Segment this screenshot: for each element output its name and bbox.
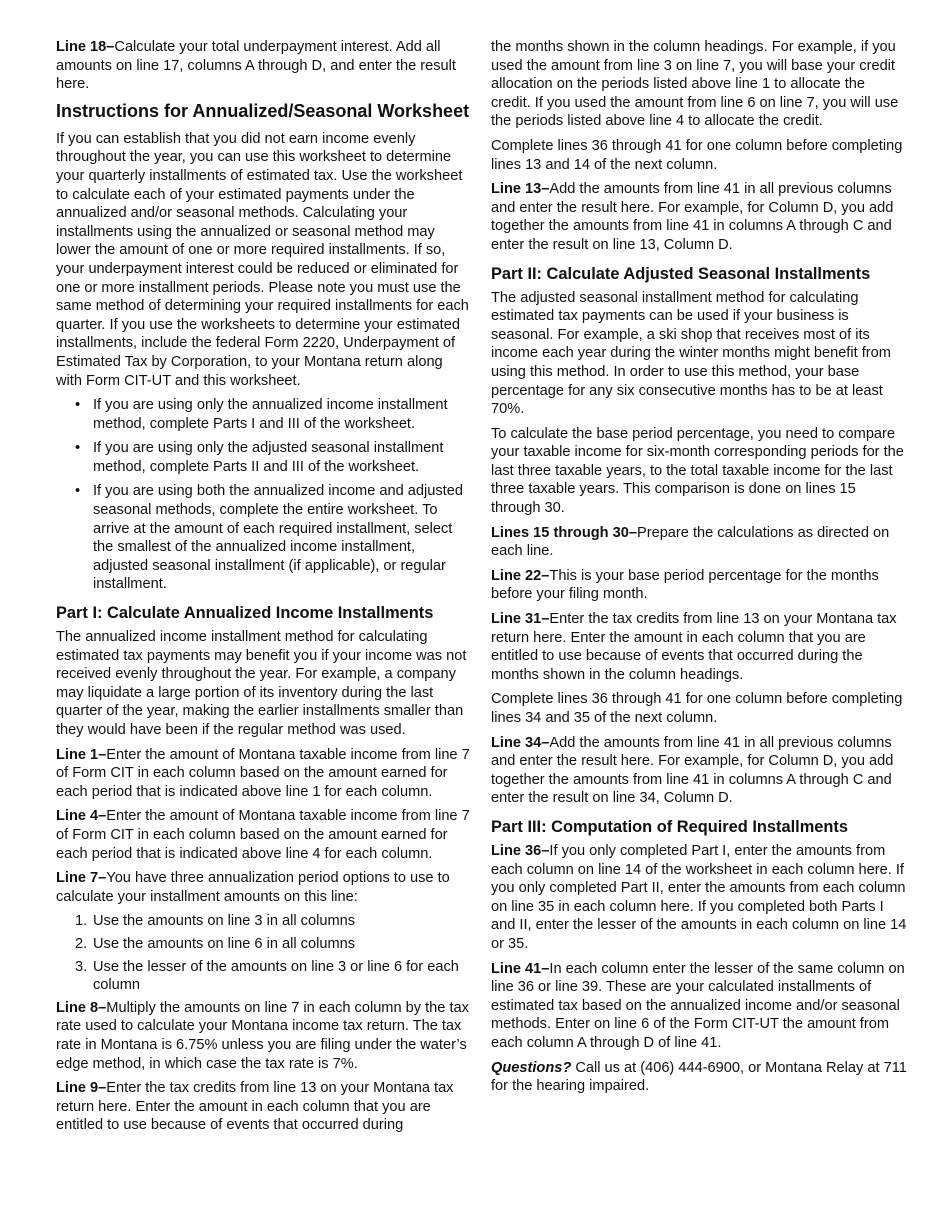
line22-paragraph <box>491 567 907 604</box>
line41-label: Line 41– <box>491 960 550 977</box>
line31-label: Line 31– <box>491 611 550 628</box>
option-item-3 <box>56 958 470 995</box>
bullet-text: If you are using only the annualized income installment method, complete Parts I and III of the worksheet. <box>93 397 448 432</box>
questions-paragraph <box>491 1059 907 1096</box>
option-number: 2. <box>75 935 88 952</box>
line4-paragraph <box>56 807 470 863</box>
line18-label: Line 18– <box>56 39 115 55</box>
lines15-30-label: Lines 15 through 30– <box>491 524 637 541</box>
line9-continued-paragraph: the months shown in the column headings. For example, if you used the amount from line 3 on line 7, you will base your credit allocation on the periods listed above line 1 to allocate the credit. If you used the amount from line 6 on line 7, you will use the periods listed above line 4 to allocate the credit. <box>491 39 899 130</box>
line1-text: Enter the amount of Montana taxable income from line 7 of Form CIT in each column based on the amount earned for each period that is indicated above line 1 for each column. <box>56 746 470 800</box>
bullet-icon: • <box>75 397 81 414</box>
line1-paragraph <box>56 746 470 802</box>
line41-text: In each column enter the lesser of the same column on line 36 or line 39. These are your calculated installments of estimated tax based on the annualized income and/or seasonal methods. Enter on line 6 of the Form CIT-UT the amount from each column A through D of line 41. <box>491 960 905 1051</box>
bullet-text: If you are using only the adjusted seasonal installment method, complete Parts II and III of the worksheet. <box>93 440 444 475</box>
option-text: Use the amounts on line 3 in all columns <box>93 913 356 930</box>
line9-paragraph <box>56 1079 470 1135</box>
method-bullet-list <box>56 396 470 594</box>
option-item-1 <box>56 912 470 931</box>
bullet-text: If you are using both the annualized income and adjusted seasonal methods, complete the entire worksheet. To arrive at the amount of each required installment, select the smallest of the annualized income installment, adjusted seasonal installment (if applicable), or regular installment. <box>93 483 463 593</box>
complete-lines-note-2: Complete lines 36 through 41 for one column before completing lines 34 and 35 of the next column. <box>491 691 903 726</box>
line22-label: Line 22– <box>491 567 550 584</box>
complete-lines-note-1: Complete lines 36 through 41 for one column before completing lines 13 and 14 of the next column. <box>491 137 903 173</box>
option-text: Use the amounts on line 6 in all columns <box>93 935 356 952</box>
option-number: 1. <box>75 913 88 930</box>
line8-paragraph <box>56 999 470 1073</box>
line13-label: Line 13– <box>491 181 550 198</box>
instructions-paragraph: If you can establish that you did not earn income evenly throughout the year, you can use this worksheet to determine your quarterly installments of estimated tax. Use the worksheet to calculate each of your estimated payments under the annualized and/or seasonal methods. Calculating your installments using the annualized or seasonal method may lower the amount of one or more required installments. If so, your underpayment interest could be reduced or eliminated for one or more installment periods. Please note you must use the same method of determining your required installments for each quarter. If you use the worksheets to determine your estimated installments, include the federal Form 2220, Underpayment of Estimated Tax by Corporation, to your Montana return along with Form CIT-UT and this worksheet. <box>56 130 469 389</box>
part2-paragraph-1: The adjusted seasonal installment method for calculating estimated tax payments can be used if your business is seasonal. For example, a ski shop that receives most of its income each year during the winter months might benefit from using this method. In order to use this method, your base percentage for any six consecutive months has to be at least 70%. <box>491 289 891 418</box>
line1-label: Line 1– <box>56 746 107 763</box>
lines15-30-text: Prepare the calculations as directed on each line. <box>491 524 890 560</box>
line34-text: Add the amounts from line 41 in all previous columns and enter the result here. For example, for Column D, you add together the amounts from line 41 in columns A through C and enter the result on line 34, Column D. <box>491 734 894 807</box>
part2-paragraph-2: To calculate the base period percentage, you need to compare your taxable income for six-month corresponding periods for the last three taxable years, to the total taxable income for the last three taxable years. This comparison is done on lines 15 through 30. <box>491 425 904 517</box>
option-number: 3. <box>75 958 88 975</box>
line41-paragraph <box>491 960 907 1053</box>
line31-paragraph <box>491 610 907 684</box>
line7-text: You have three annualization period options to use to calculate your installment amounts on this line: <box>56 870 450 905</box>
line7-label: Line 7– <box>56 870 107 887</box>
annualization-options-list <box>56 912 470 994</box>
part1-heading: Part I: Calculate Annualized Income Installments <box>56 604 434 623</box>
questions-text: Call us at (406) 444-6900, or Montana Relay at 711 for the hearing impaired. <box>491 1059 907 1095</box>
line4-text: Enter the amount of Montana taxable income from line 7 of Form CIT in each column based on the amount earned for each period that is indicated above line 4 for each column. <box>56 808 470 862</box>
part3-heading: Part III: Computation of Required Installments <box>491 817 848 836</box>
line18-text: Calculate your total underpayment interest. Add all amounts on line 17, columns A through D, and enter the result here. <box>56 39 456 93</box>
line7-paragraph <box>56 869 470 906</box>
line34-paragraph <box>491 734 907 808</box>
part2-heading: Part II: Calculate Adjusted Seasonal Installments <box>491 264 871 283</box>
line18-paragraph <box>56 38 470 94</box>
line9-text: Enter the tax credits from line 13 on your Montana tax return here. Enter the amount in each column that you are entitled to use because of events that occurred during <box>56 1080 454 1134</box>
line8-text: Multiply the amounts on line 7 in each column by the tax rate used to calculate your Montana income tax return. The tax rate in Montana is 6.75% unless you are filing under the water’s edge method, in which case the tax rate is 7%. <box>56 999 469 1072</box>
line13-text: Add the amounts from line 41 in all previous columns and enter the result here. For example, for Column D, you add together the amounts from line 41 in columns A through C and enter the result on line 13, Column D. <box>491 181 894 253</box>
bullet-icon: • <box>75 440 81 457</box>
line13-paragraph <box>491 180 907 254</box>
bullet-item-both <box>56 482 470 594</box>
line34-label: Line 34– <box>491 734 550 751</box>
line8-label: Line 8– <box>56 999 107 1016</box>
line36-label: Line 36– <box>491 842 550 859</box>
bullet-item-annualized <box>56 396 470 433</box>
line36-text: If you only completed Part I, enter the amounts from each column on line 14 of the worksheet in each column here. If you only completed Part II, enter the amounts from each column on line 35 in each column here. If you completed both Parts I and II, enter the lesser of the amounts in each column on line 14 or 35. <box>491 842 907 952</box>
line31-text: Enter the tax credits from line 13 on your Montana tax return here. Enter the amount in each column that you are entitled to use because of events that occurred during the months shown in the column headings. <box>491 611 897 683</box>
right-column <box>491 38 907 1102</box>
bullet-item-seasonal <box>56 439 470 476</box>
questions-label: Questions? <box>491 1059 572 1076</box>
left-column <box>56 38 470 1141</box>
lines15-30-paragraph <box>491 524 907 561</box>
bullet-icon: • <box>75 483 81 500</box>
part1-paragraph: The annualized income installment method for calculating estimated tax payments may benefit you if your income was not received evenly throughout the year. For example, a company may liquidate a large portion of its inventory during the last quarter of the year, making the earlier installments smaller than they would have been if the regular method was used. <box>56 629 467 738</box>
line36-paragraph <box>491 842 907 954</box>
line9-label: Line 9– <box>56 1080 107 1097</box>
line22-text: This is your base period percentage for the months before your filing month. <box>491 567 879 603</box>
line4-label: Line 4– <box>56 808 107 825</box>
instructions-heading: Instructions for Annualized/Seasonal Worksheet <box>56 100 470 121</box>
option-item-2 <box>56 935 470 954</box>
option-text: Use the lesser of the amounts on line 3 or line 6 for each column <box>93 958 459 994</box>
